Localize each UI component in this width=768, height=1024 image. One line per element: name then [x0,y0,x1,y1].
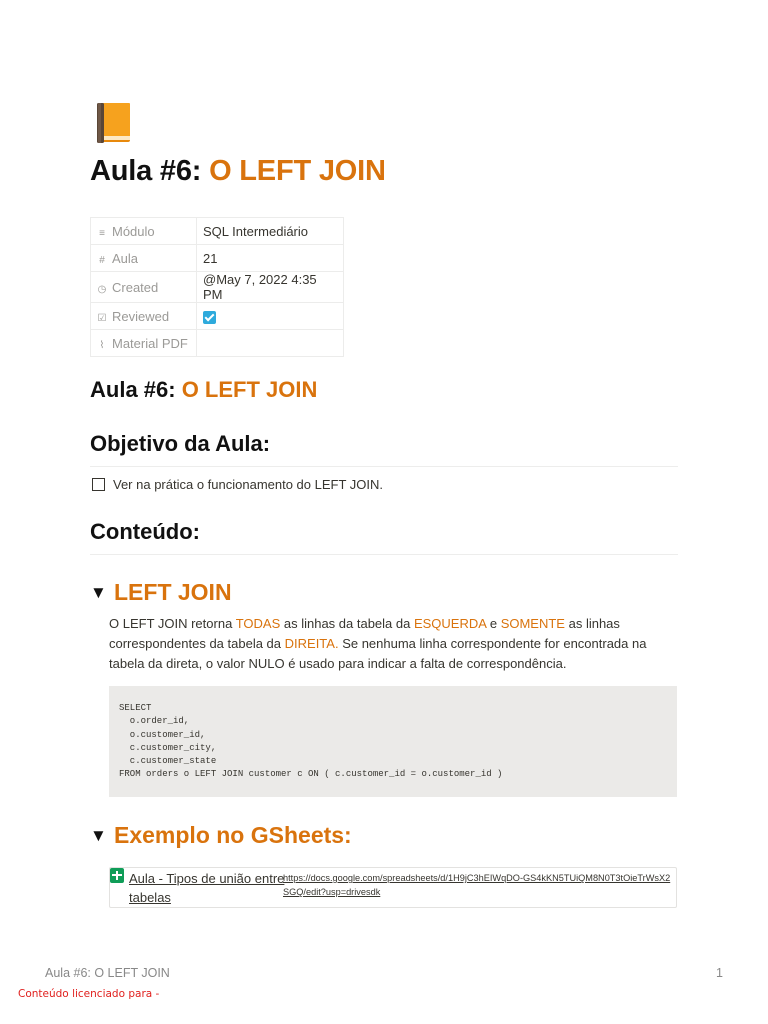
number-hash-icon: # [99,254,105,266]
text-run: as linhas da tabela da [280,616,414,631]
todo-item [92,477,383,492]
property-key [91,303,197,330]
toggle-title: LEFT JOIN [114,579,232,605]
bookmark-title[interactable]: Aula - Tipos de união entre tabelas [129,871,285,905]
code-block [109,686,677,797]
todo-checkbox[interactable] [92,478,105,491]
toggle-left-join[interactable] [90,579,232,606]
section-heading-title [90,377,317,403]
heading-highlight: O LEFT JOIN [181,377,318,402]
license-notice: Conteúdo licenciado para - [18,988,160,1000]
property-key [91,245,197,272]
checkbox-prop-icon: ☑ [97,312,107,324]
toggle-exemplo-gsheets[interactable] [90,822,352,849]
text-lines-icon: ≡ [99,227,105,239]
heading-prefix: Aula #6: [90,377,182,402]
property-row-created [91,272,344,303]
footer-title: Aula #6: O LEFT JOIN [45,966,170,980]
property-key-label: Aula [112,250,139,266]
paperclip-icon: ⌇ [99,339,105,351]
property-key [91,330,197,357]
text-run: O LEFT JOIN retorna [109,616,236,631]
property-value-empty[interactable] [197,330,344,357]
property-key-label: Created [112,279,159,295]
left-join-description [109,614,677,674]
property-row-material-pdf [91,330,344,357]
highlight-run: TODAS [235,616,281,631]
todo-text: Ver na prática o funcionamento do LEFT JOIN. [113,477,384,492]
text-run: e [486,616,501,631]
property-key-label: Módulo [112,223,155,239]
bookmark-url[interactable]: https://docs.google.com/spreadsheets/d/1H9jC3hEIWqDO-GS4kKN5TUiQM8N0T3tOieTrWsX2SGQ/edit?usp=drivesdk [283,873,671,897]
google-sheets-icon [110,868,124,883]
page-title [90,155,386,188]
page-title-prefix: Aula #6: [90,155,210,187]
reviewed-checkbox[interactable] [203,311,216,324]
highlight-run: SOMENTE [500,616,565,631]
code-text: SELECT o.order_id, o.customer_id, c.customer_city, c.customer_state FROM orders o LEFT JOIN customer c ON ( c.customer_id = o.customer_id ) [119,703,503,780]
text-run: as linhas correspondentes da tabela da [109,616,620,651]
property-value[interactable]: SQL Intermediário [197,218,344,245]
page-title-highlight: O LEFT JOIN [209,155,386,187]
orange-book-icon [94,102,134,144]
property-row-modulo [91,218,344,245]
toggle-triangle-icon[interactable]: ▼ [90,582,107,602]
properties-table [90,217,344,357]
objective-heading: Objetivo da Aula: [90,431,271,456]
property-value [197,303,344,330]
property-key-label: Reviewed [112,308,170,324]
bookmark-link[interactable] [109,867,677,908]
property-row-aula [91,245,344,272]
divider [90,466,678,467]
highlight-run: ESQUERDA [413,616,487,631]
property-value[interactable]: 21 [197,245,344,272]
property-key-label: Material PDF [112,335,188,351]
clock-icon: ◷ [97,283,107,295]
highlight-run: DIREITA. [284,636,339,651]
content-heading: Conteúdo: [90,519,200,544]
property-value-date[interactable]: @May 7, 2022 4:35 PM [197,272,344,303]
property-key [91,218,197,245]
toggle-triangle-icon[interactable]: ▼ [90,825,107,845]
text-run: Se nenhuma linha correspondente for encontrada na tabela da direta, o valor NULO é usado para indicar a falta de correspondência. [109,636,647,671]
property-row-reviewed [91,303,344,330]
toggle-title: Exemplo no GSheets: [114,822,352,848]
property-key [91,272,197,303]
page-number: 1 [716,966,723,980]
divider [90,554,678,555]
